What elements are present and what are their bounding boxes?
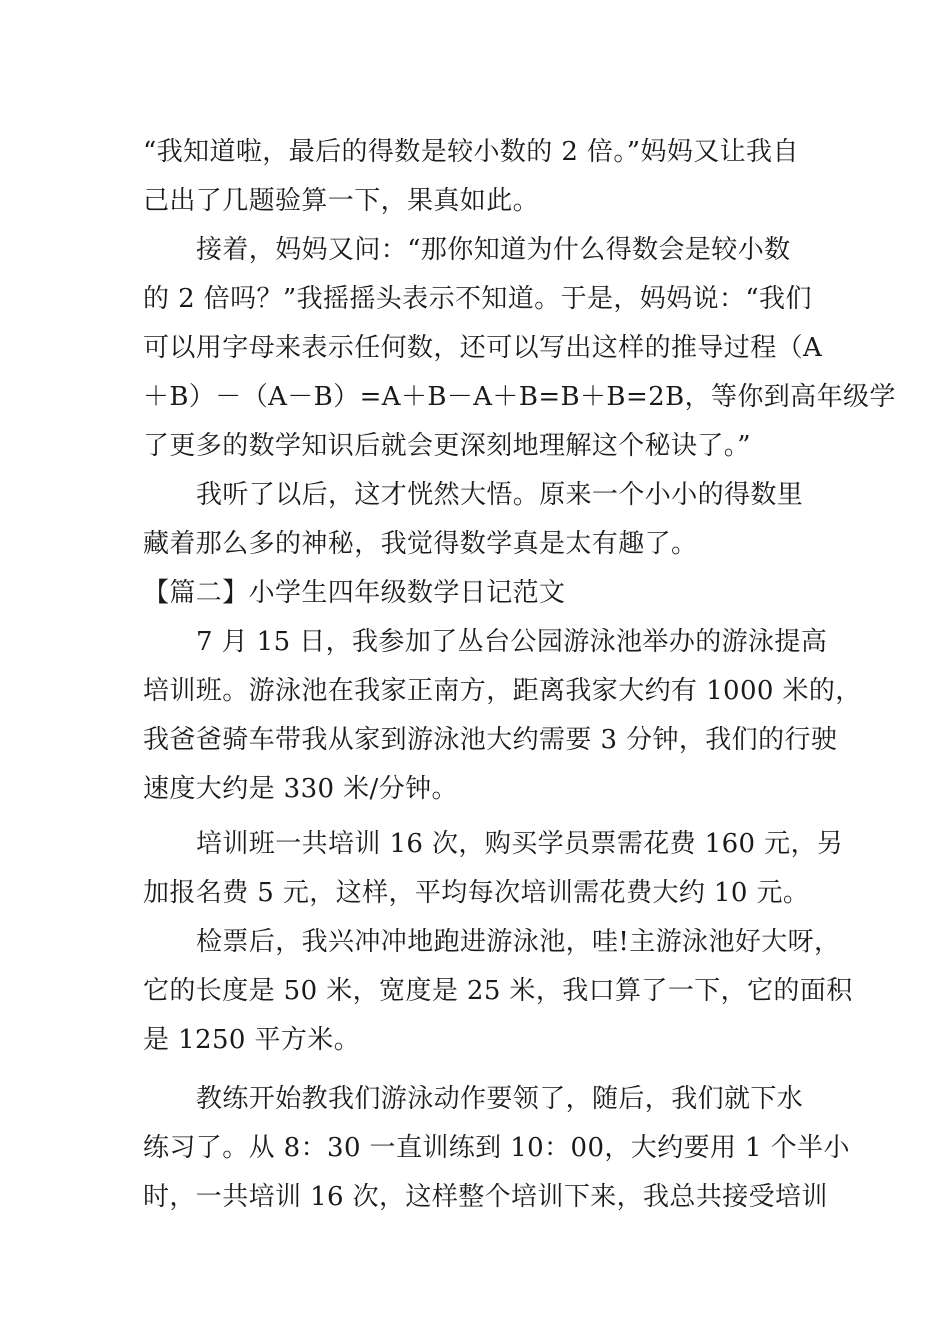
text-line: 了更多的数学知识后就会更深刻地理解这个秘诀了。” (143, 431, 751, 461)
text-line: 我爸爸骑车带我从家到游泳池大约需要 3 分钟，我们的行驶 (143, 725, 838, 755)
section-heading: 【篇二】小学生四年级数学日记范文 (143, 578, 566, 608)
text-line: ＋B）－（A－B）=A＋B－A＋B=B＋B=2B，等你到高年级学 (143, 382, 896, 412)
text-line: 检票后，我兴冲冲地跑进游泳池，哇!主游泳池好大呀， (196, 927, 841, 957)
text-line: 是 1250 平方米。 (143, 1025, 361, 1055)
text-line: 可以用字母来表示任何数，还可以写出这样的推导过程（A (143, 333, 823, 363)
text-line: 它的长度是 50 米，宽度是 25 米，我口算了一下，它的面积 (143, 976, 853, 1006)
text-line: 7 月 15 日，我参加了丛台公园游泳池举办的游泳提高 (196, 627, 828, 657)
text-line: 的 2 倍吗？”我摇摇头表示不知道。于是，妈妈说：“我们 (143, 284, 812, 314)
text-line: 加报名费 5 元，这样，平均每次培训需花费大约 10 元。 (143, 878, 810, 908)
text-line: 教练开始教我们游泳动作要领了，随后，我们就下水 (196, 1084, 804, 1114)
text-line: 时，一共培训 16 次，这样整个培训下来，我总共接受培训 (143, 1182, 828, 1212)
text-line: 速度大约是 330 米/分钟。 (143, 774, 458, 804)
text-line: 藏着那么多的神秘，我觉得数学真是太有趣了。 (143, 529, 698, 559)
text-line: 培训班。游泳池在我家正南方，距离我家大约有 1000 米的， (143, 676, 862, 706)
text-line: 培训班一共培训 16 次，购买学员票需花费 160 元，另 (196, 829, 844, 859)
text-line: 接着，妈妈又问：“那你知道为什么得数会是较小数 (196, 235, 791, 265)
text-line: 练习了。从 8：30 一直训练到 10：00，大约要用 1 个半小 (143, 1133, 850, 1163)
text-line: 己出了几题验算一下，果真如此。 (143, 186, 540, 216)
text-line: 我听了以后，这才恍然大悟。原来一个小小的得数里 (196, 480, 804, 510)
text-line: “我知道啦，最后的得数是较小数的 2 倍。”妈妈又让我自 (143, 137, 799, 167)
